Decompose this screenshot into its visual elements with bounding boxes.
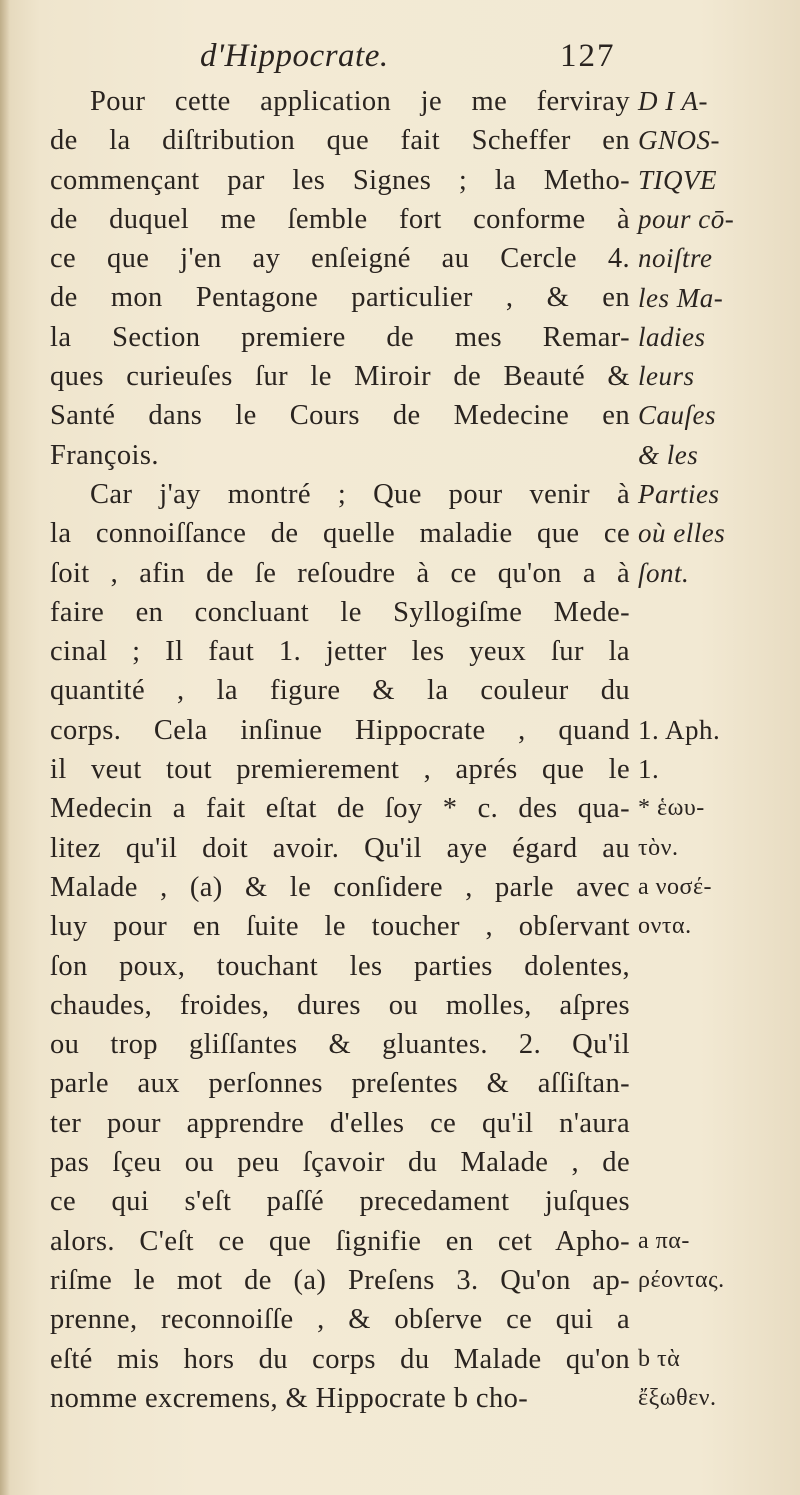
- margin-note: ſont.: [638, 557, 690, 588]
- text-line: litez qu'il doit avoir. Qu'il aye égard au: [50, 832, 630, 864]
- margin-note: τὸν.: [638, 834, 679, 861]
- margin-note: D I A-: [638, 86, 708, 116]
- margin-note: a πα-: [638, 1227, 690, 1254]
- running-title: d'Hippocrate.: [200, 38, 389, 74]
- text-line: Santé dans le Cours de Medecine en: [50, 400, 630, 432]
- page-number: 127: [560, 38, 616, 74]
- text-line: ou trop gliſſantes & gluantes. 2. Qu'il: [50, 1029, 630, 1061]
- text-line: de mon Pentagone particulier , & en: [50, 282, 630, 314]
- text-line: quantité , la figure & la couleur du: [50, 675, 630, 707]
- text-line: cinal ; Il faut 1. jetter les yeux ſur la: [50, 636, 630, 668]
- text-line: Pour cette application je me ferviray: [90, 86, 630, 117]
- margin-note: les Ma-: [638, 282, 724, 313]
- margin-note: leurs: [638, 361, 695, 392]
- text-line: chaudes, froides, dures ou molles, aſpres: [50, 989, 630, 1021]
- margin-note: ρέοντας.: [638, 1267, 725, 1293]
- margin-note: 1. Aph.: [638, 714, 721, 745]
- margin-note: où elles: [638, 518, 726, 549]
- margin-note: & les: [638, 439, 699, 470]
- margin-note: * ἑωυ-: [638, 795, 705, 822]
- margin-note: TIQVE: [638, 164, 717, 195]
- page-gutter-shadow: [0, 0, 10, 1495]
- text-line: ter pour apprendre d'elles ce qu'il n'aura: [50, 1107, 630, 1139]
- margin-note: ladies: [638, 321, 706, 352]
- margin-note: b τὰ: [638, 1345, 681, 1372]
- text-line: faire en concluant le Syllogiſme Mede-: [50, 596, 630, 628]
- text-line: eſté mis hors du corps du Malade qu'on: [50, 1343, 630, 1375]
- margin-note: GNOS-: [638, 125, 720, 156]
- margin-note: Parties: [638, 479, 720, 509]
- margin-note: οντα.: [638, 913, 692, 940]
- text-line: parle aux perſonnes preſentes & aſſiſtan-: [50, 1068, 630, 1100]
- text-line: ſoit , afin de ſe reſoudre à ce qu'on a à: [50, 557, 630, 589]
- text-line: ce qui s'eſt paſſé precedament juſques: [50, 1186, 630, 1218]
- text-line: pas ſçeu ou peu ſçavoir du Malade , de: [50, 1147, 630, 1179]
- text-line: de duquel me ſemble fort conforme à: [50, 203, 630, 235]
- text-line: Malade , (a) & le conſidere , parle avec: [50, 871, 630, 903]
- text-line: Medecin a fait eſtat de ſoy * c. des qua-: [50, 793, 630, 825]
- margin-note: 1.: [638, 754, 660, 785]
- text-line: de la diſtribution que fait Scheffer en: [50, 125, 630, 157]
- text-line: nomme excremens, & Hippocrate b cho-: [50, 1382, 529, 1414]
- main-text-column: [50, 82, 630, 1418]
- text-line: François.: [50, 439, 159, 471]
- text-line: la connoiſſance de quelle maladie que ce: [50, 518, 630, 550]
- margin-note: ἔξωθεν.: [638, 1384, 717, 1411]
- text-line: commençant par les Signes ; la Metho-: [50, 164, 630, 196]
- text-line: Car j'ay montré ; Que pour venir à: [90, 478, 630, 510]
- text-line: la Section premiere de mes Remar-: [50, 321, 630, 353]
- margin-note: a νοσέ-: [638, 874, 713, 900]
- text-line: prenne, reconnoiſſe , & obſerve ce qui a: [50, 1304, 630, 1336]
- text-line: ce que j'en ay enſeigné au Cercle 4.: [50, 243, 630, 275]
- text-line: corps. Cela inſinue Hippocrate , quand: [50, 714, 630, 746]
- text-line: il veut tout premierement , aprés que le: [50, 754, 630, 786]
- margin-note: pour cō-: [638, 203, 735, 234]
- text-line: alors. C'eſt ce que ſignifie en cet Apho-: [50, 1225, 630, 1257]
- text-line: ques curieuſes ſur le Miroir de Beauté &: [50, 361, 630, 393]
- text-line: riſme le mot de (a) Preſens 3. Qu'on ap-: [50, 1264, 630, 1296]
- page-header: [0, 38, 800, 78]
- margin-note: noiſtre: [638, 243, 713, 274]
- margin-note: Cauſes: [638, 400, 717, 431]
- text-line: luy pour en ſuite le toucher , obſervant: [50, 911, 630, 943]
- text-line: ſon poux, touchant les parties dolentes,: [50, 950, 630, 982]
